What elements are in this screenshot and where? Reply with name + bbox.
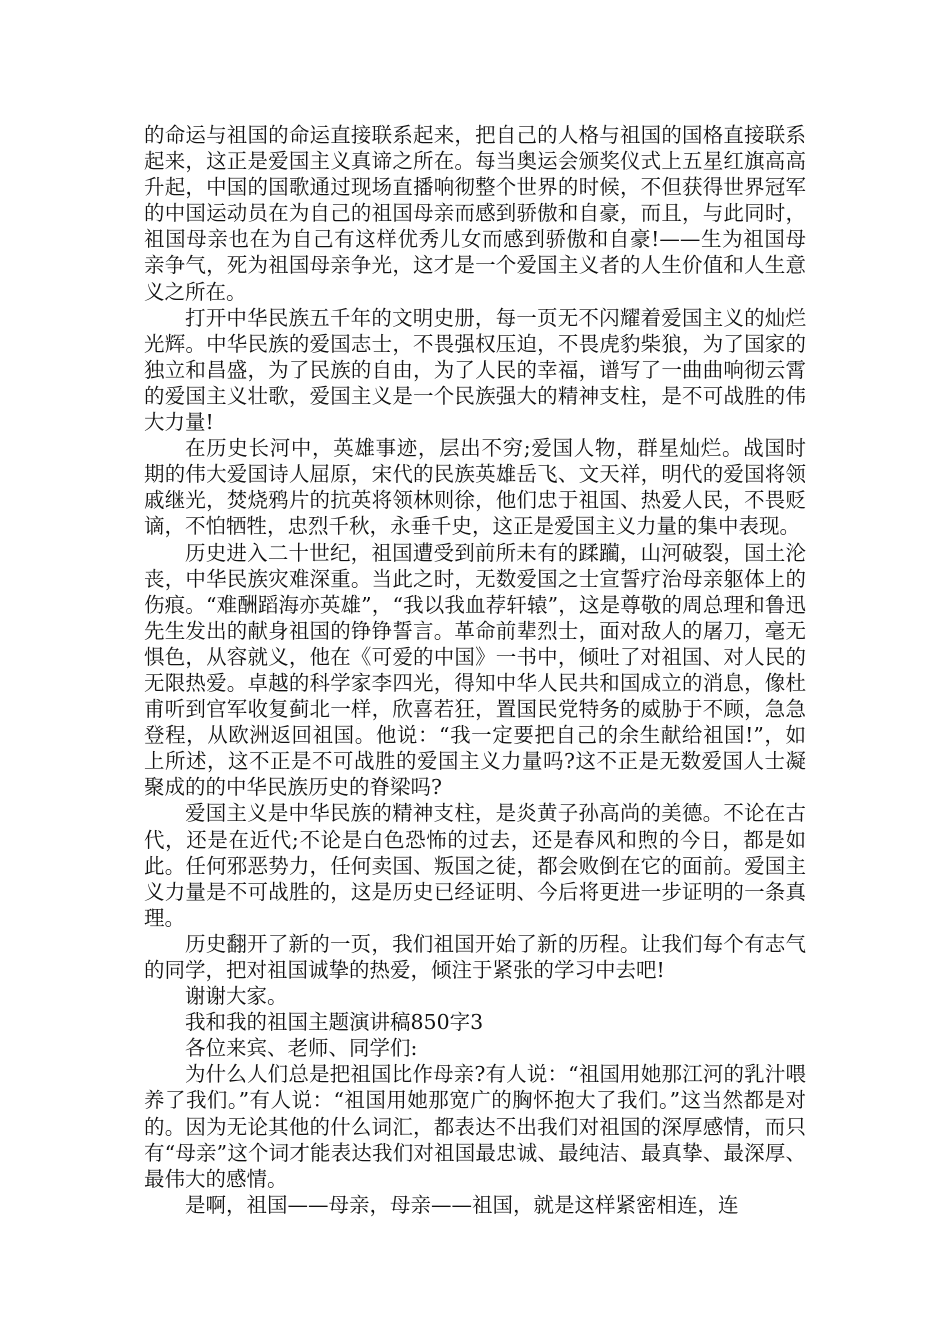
paragraph-new-page: 历史翻开了新的一页，我们祖国开始了新的历程。让我们每个有志气的同学，把对祖国诚挚的热爱，倾注于紧张的学习中去吧!	[144, 931, 806, 982]
paragraph-patriotism-spirit: 爱国主义是中华民族的精神支柱，是炎黄子孙高尚的美德。不论在古代，还是在近代;不论是白色恐怖的过去，还是春风和煦的今日，都是如此。任何邪恶势力，任何卖国、叛国之徒，都会败倒在它的面前。爱国主义力量是不可战胜的，这是历史已经证明、今后将更进一步证明的一条真理。	[144, 801, 806, 930]
paragraph-thanks: 谢谢大家。	[185, 984, 288, 1009]
paragraph-motherland-mother: 为什么人们总是把祖国比作母亲?有人说：“祖国用她那江河的乳汁喂养了我们。”有人说：“祖国用她那宽广的胸怀抱大了我们。”这当然都是对的。因为无论其他的什么词汇，都表达不出我们对祖国的深厚感情，而只有“母亲”这个词才能表达我们对祖国最忠诚、最纯洁、最真挚、最深厚、最伟大的感情。	[144, 1062, 806, 1191]
paragraph-greeting: 各位来宾、老师、同学们:	[185, 1036, 418, 1061]
paragraph-closing-fragment: 是啊，祖国——母亲，母亲——祖国，就是这样紧密相连，连	[185, 1192, 739, 1217]
paragraph-history: 打开中华民族五千年的文明史册，每一页无不闪耀着爱国主义的灿烂光辉。中华民族的爱国志士，不畏强权压迫，不畏虎豹柴狼，为了国家的独立和昌盛，为了民族的自由，为了人民的幸福，谱写了一曲曲响彻云霄的爱国主义壮歌，爱国主义是一个民族强大的精神支柱，是不可战胜的伟大力量!	[144, 305, 806, 435]
paragraph-twentieth-century: 历史进入二十世纪，祖国遭受到前所未有的蹂躏，山河破裂，国土沦丧，中华民族灾难深重。当此之时，无数爱国之士宣誓疗治母亲躯体上的伤痕。“难酬蹈海亦英雄”，“我以我血荐轩辕”，这是尊敬的周总理和鲁迅先生发出的献身祖国的铮铮誓言。革命前辈烈士，面对敌人的屠刀，毫无惧色，从容就义，他在《可爱的中国》一书中，倾吐了对祖国、对人民的无限热爱。卓越的科学家李四光，得知中华人民共和国成立的消息，像杜甫听到官军收复蓟北一样，欣喜若狂，置国民党特务的威胁于不顾，急急登程，从欧洲返回祖国。他说：“我一定要把自己的余生献给祖国!”，如上所述，这不正是不可战胜的爱国主义力量吗?这不正是无数爱国人士凝聚成的的中华民族历史的脊梁吗?	[144, 540, 806, 800]
section-title: 我和我的祖国主题演讲稿850字3	[185, 1010, 484, 1035]
document-body	[144, 122, 806, 1218]
paragraph-continuation: 的命运与祖国的命运直接联系起来，把自己的人格与祖国的国格直接联系起来，这正是爱国主义真谛之所在。每当奥运会颁奖仪式上五星红旗高高升起，中国的国歌通过现场直播响彻整个世界的时候，不但获得世界冠军的中国运动员在为自己的祖国母亲而感到骄傲和自豪，而且，与此同时，祖国母亲也在为自己有这样优秀儿女而感到骄傲和自豪!——生为祖国母亲争气，死为祖国母亲争光，这才是一个爱国主义者的人生价值和人生意义之所在。	[144, 123, 806, 304]
paragraph-heroes: 在历史长河中，英雄事迹，层出不穷;爱国人物，群星灿烂。战国时期的伟大爱国诗人屈原，宋代的民族英雄岳飞、文天祥，明代的爱国将领戚继光，焚烧鸦片的抗英将领林则徐，他们忠于祖国、热爱人民，不畏贬谪，不怕牺牲，忠烈千秋，永垂千史，这正是爱国主义力量的集中表现。	[144, 436, 806, 539]
